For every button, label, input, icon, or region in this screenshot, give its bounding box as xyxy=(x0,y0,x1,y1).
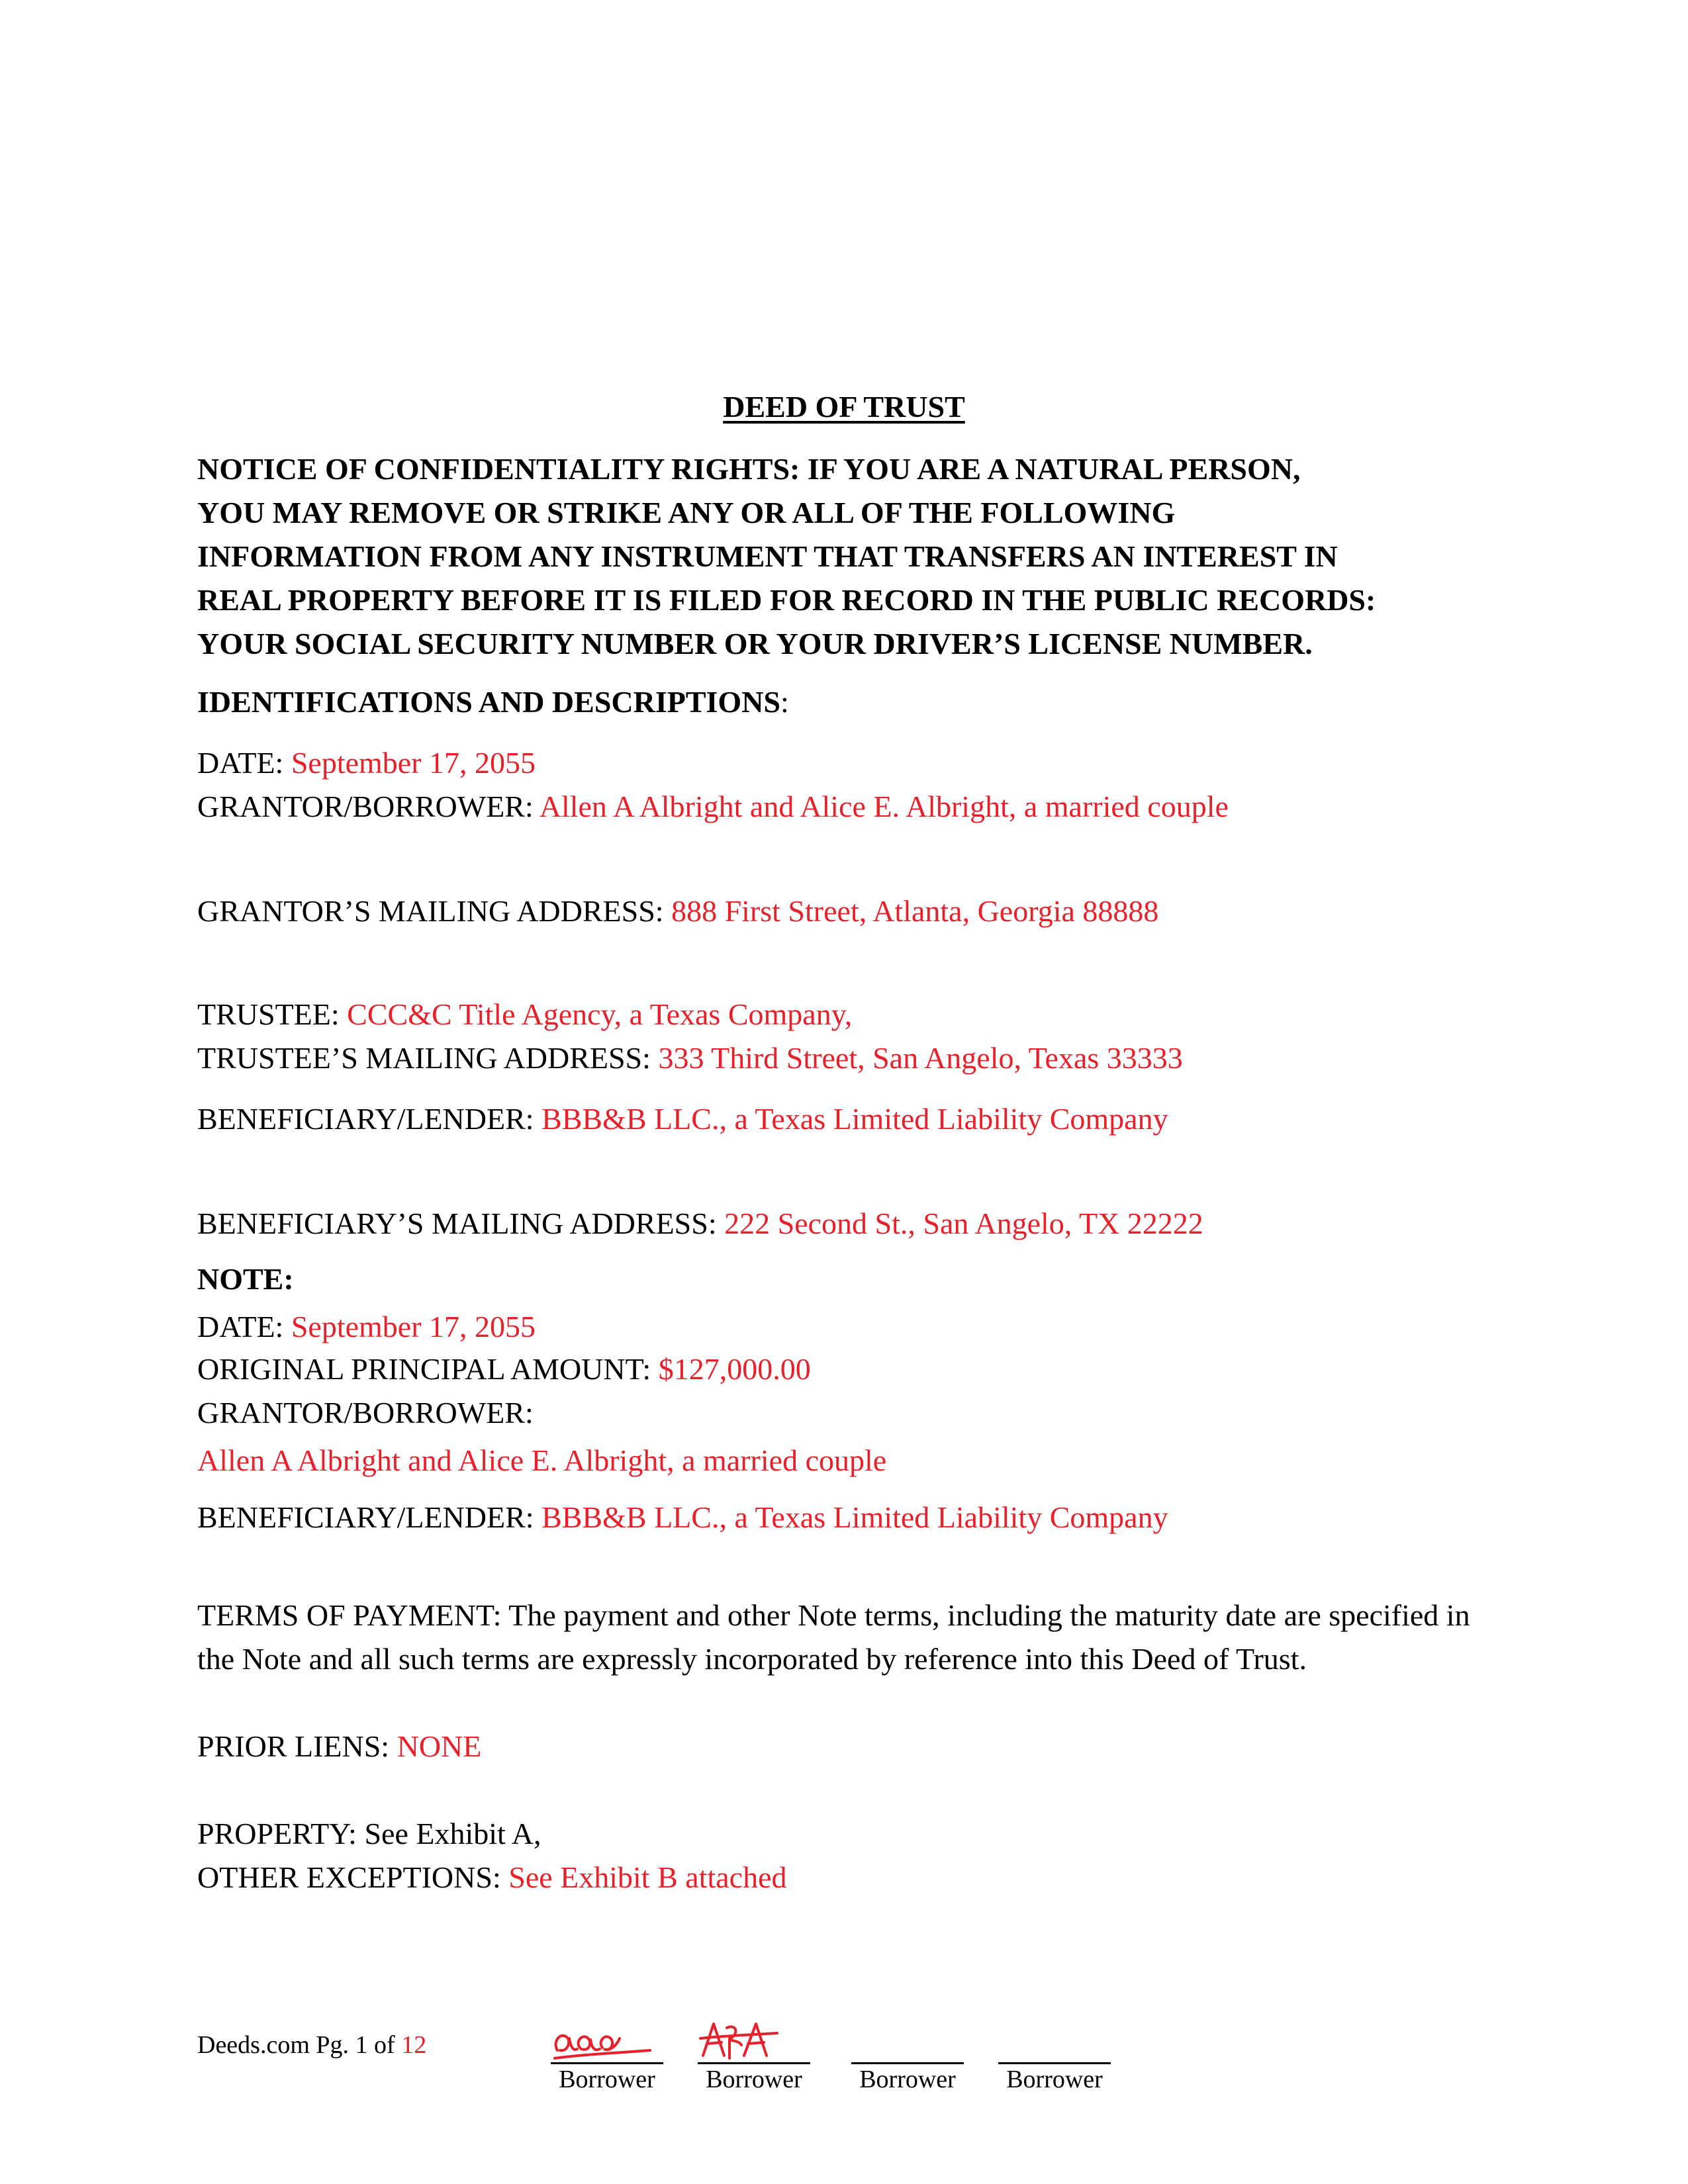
borrower-label: Borrower xyxy=(706,2066,802,2093)
page-footer xyxy=(197,2030,426,2060)
grantor-label: GRANTOR/BORROWER: xyxy=(197,790,534,823)
notice-line: YOUR SOCIAL SECURITY NUMBER OR YOUR DRIVER’S LICENSE NUMBER. xyxy=(197,627,1313,660)
trustee-value: CCC&C Title Agency, a Texas Company, xyxy=(347,997,853,1031)
page-label: Deeds.com Pg. 1 of xyxy=(197,2031,395,2059)
beneficiary-address-value: 222 Second St., San Angelo, TX 22222 xyxy=(724,1206,1203,1240)
trustee-address-label: TRUSTEE’S MAILING ADDRESS: xyxy=(197,1041,651,1075)
trustee-row xyxy=(197,997,852,1032)
notice-line: YOU MAY REMOVE OR STRIKE ANY OR ALL OF THE FOLLOWING xyxy=(197,496,1176,529)
initials-signature-icon xyxy=(551,2012,663,2062)
signature-line xyxy=(551,2062,663,2064)
signature-line xyxy=(998,2062,1111,2064)
note-date-row xyxy=(197,1309,536,1345)
prior-liens-value: NONE xyxy=(397,1729,482,1763)
date-value: September 17, 2055 xyxy=(291,746,536,780)
other-exceptions-row xyxy=(197,1860,787,1895)
other-exceptions-value: See Exhibit B attached xyxy=(508,1860,787,1894)
principal-row xyxy=(197,1351,811,1387)
document-title: DEED OF TRUST xyxy=(723,390,965,424)
grantor-value: Allen A Albright and Alice E. Albright, a married couple xyxy=(539,790,1229,823)
ident-heading: IDENTIFICATIONS AND DESCRIPTIONS xyxy=(197,685,781,719)
grantor-row xyxy=(197,789,1229,825)
note-beneficiary-label: BENEFICIARY/LENDER: xyxy=(197,1500,534,1534)
principal-label: ORIGINAL PRINCIPAL AMOUNT: xyxy=(197,1352,651,1386)
trustee-address-row xyxy=(197,1040,1183,1076)
ident-colon: : xyxy=(780,685,789,719)
borrower-signature-1 xyxy=(551,2012,663,2093)
trustee-address-value: 333 Third Street, San Angelo, Texas 33333 xyxy=(658,1041,1183,1075)
borrower-label: Borrower xyxy=(559,2066,655,2093)
borrower-signature-3 xyxy=(851,2012,964,2093)
borrower-signature-2 xyxy=(698,2012,810,2093)
initials-signature-icon xyxy=(698,2012,810,2062)
beneficiary-label: BENEFICIARY/LENDER: xyxy=(197,1102,534,1136)
trustee-label: TRUSTEE: xyxy=(197,997,340,1031)
beneficiary-address-row xyxy=(197,1206,1203,1242)
notice-line: INFORMATION FROM ANY INSTRUMENT THAT TRANSFERS AN INTEREST IN xyxy=(197,539,1338,573)
grantor-address-value: 888 First Street, Atlanta, Georgia 88888 xyxy=(671,894,1159,928)
borrower-label: Borrower xyxy=(859,2066,956,2093)
beneficiary-value: BBB&B LLC., a Texas Limited Liability Company xyxy=(541,1102,1168,1136)
grantor-address-row xyxy=(197,893,1158,929)
page-total: 12 xyxy=(401,2031,427,2059)
signature-line xyxy=(698,2062,810,2064)
grantor-address-label: GRANTOR’S MAILING ADDRESS: xyxy=(197,894,664,928)
confidentiality-notice xyxy=(197,447,1521,666)
property-label: PROPERTY: xyxy=(197,1817,357,1850)
note-date-value: September 17, 2055 xyxy=(291,1310,536,1343)
prior-liens-label: PRIOR LIENS: xyxy=(197,1729,390,1763)
signature-line xyxy=(851,2062,964,2064)
note-grantor-value: Allen A Albright and Alice E. Albright, a married couple xyxy=(197,1443,887,1477)
other-exceptions-label: OTHER EXCEPTIONS: xyxy=(197,1860,501,1894)
note-date-label: DATE: xyxy=(197,1310,284,1343)
note-beneficiary-value: BBB&B LLC., a Texas Limited Liability Company xyxy=(541,1500,1168,1534)
beneficiary-address-label: BENEFICIARY’S MAILING ADDRESS: xyxy=(197,1206,717,1240)
borrower-signature-4 xyxy=(998,2012,1111,2093)
property-value: See Exhibit A, xyxy=(364,1817,541,1850)
ident-heading-row xyxy=(197,684,789,720)
prior-liens-row xyxy=(197,1729,481,1764)
note-beneficiary-row xyxy=(197,1500,1168,1535)
notice-line: REAL PROPERTY BEFORE IT IS FILED FOR RECORD IN THE PUBLIC RECORDS: xyxy=(197,583,1376,617)
terms-of-payment: TERMS OF PAYMENT: The payment and other Note terms, including the maturity date are specified in the Note and all such terms are expressly incorporated by reference into this Deed of Trust. xyxy=(197,1598,1470,1676)
notice-line: NOTICE OF CONFIDENTIALITY RIGHTS: IF YOU ARE A NATURAL PERSON, xyxy=(197,452,1301,486)
principal-value: $127,000.00 xyxy=(658,1352,811,1386)
note-heading: NOTE: xyxy=(197,1262,294,1296)
property-row xyxy=(197,1816,541,1852)
date-row xyxy=(197,745,536,781)
beneficiary-row xyxy=(197,1101,1168,1137)
note-grantor-label: GRANTOR/BORROWER: xyxy=(197,1396,534,1430)
date-label: DATE: xyxy=(197,746,284,780)
borrower-label: Borrower xyxy=(1006,2066,1103,2093)
